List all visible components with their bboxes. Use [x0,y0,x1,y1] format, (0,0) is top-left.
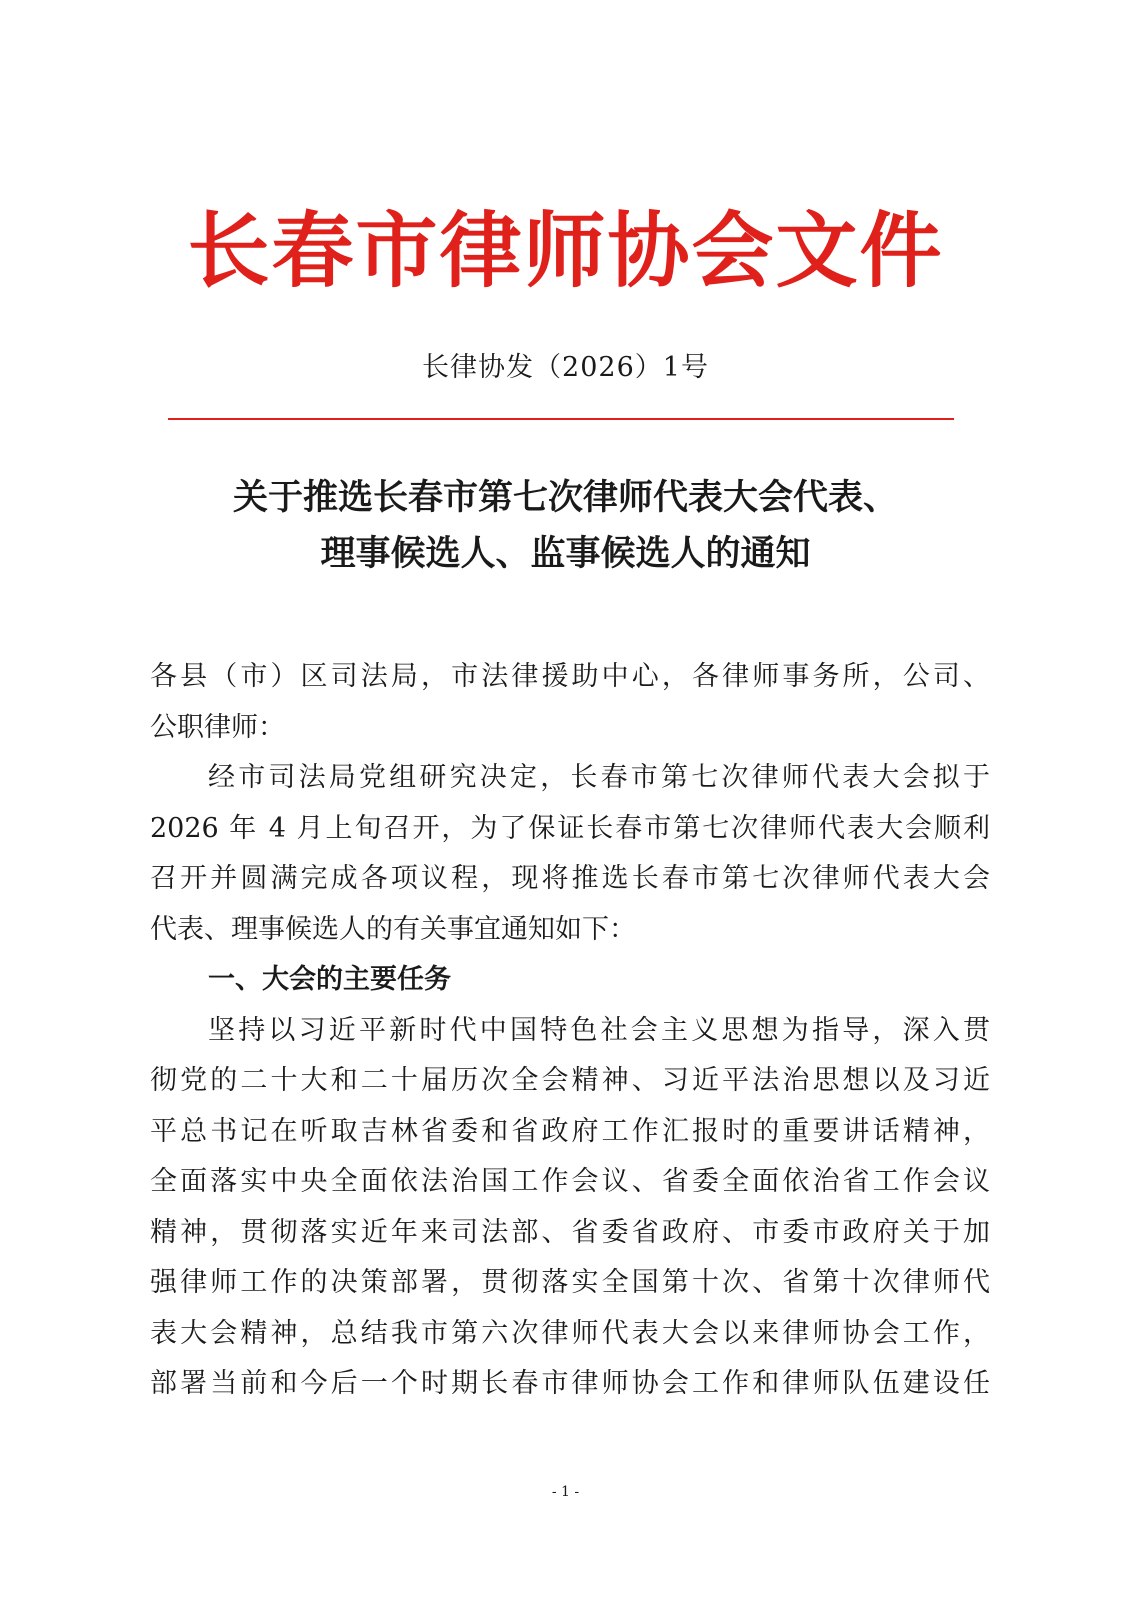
red-divider-line [168,418,954,420]
paragraph-line: 全面落实中央全面依法治国工作会议、省委全面依治省工作会议 [150,1166,990,1197]
masthead-title: 长春市律师协会文件 [187,203,944,299]
paragraph-line: 强律师工作的决策部署，贯彻落实全国第十次、省第十次律师代 [150,1267,990,1298]
page-number: - 1 - [551,1484,580,1500]
paragraph-line: 坚持以习近平新时代中国特色社会主义思想为指导，深入贯 [208,1014,990,1046]
document-title [0,470,1131,582]
paragraph-line: 平总书记在听取吉林省委和省政府工作汇报时的重要讲话精神， [150,1115,990,1147]
paragraph-line: 召开并圆满完成各项议程，现将推选长春市第七次律师代表大会 [150,863,990,894]
paragraph-line: 彻党的二十大和二十届历次全会精神、习近平法治思想以及习近 [150,1065,990,1096]
title-line-2: 理事候选人、监事候选人的通知 [320,534,811,574]
paragraph-line: 部署当前和今后一个时期长春市律师协会工作和律师队伍建设任 [150,1368,990,1399]
document-number: 长律协发（2026）1号 [422,352,709,383]
paragraph-line: 2026 年 4 月上旬召开，为了保证长春市第七次律师代表大会顺利 [150,812,990,844]
document-body [150,652,990,1410]
title-line-1: 关于推选长春市第七次律师代表大会代表、 [232,478,898,518]
section-heading: 一、大会的主要任务 [208,964,451,995]
paragraph-line: 代表、理事候选人的有关事宜通知如下： [150,913,636,945]
salutation-line: 公职律师： [150,711,285,743]
paragraph-line: 表大会精神，总结我市第六次律师代表大会以来律师协会工作， [150,1317,990,1349]
paragraph-line: 经市司法局党组研究决定，长春市第七次律师代表大会拟于 [208,762,990,793]
paragraph-line: 精神，贯彻落实近年来司法部、省委省政府、市委市政府关于加 [150,1216,990,1248]
salutation-line: 各县（市）区司法局，市法律援助中心，各律师事务所，公司、 [150,661,990,692]
